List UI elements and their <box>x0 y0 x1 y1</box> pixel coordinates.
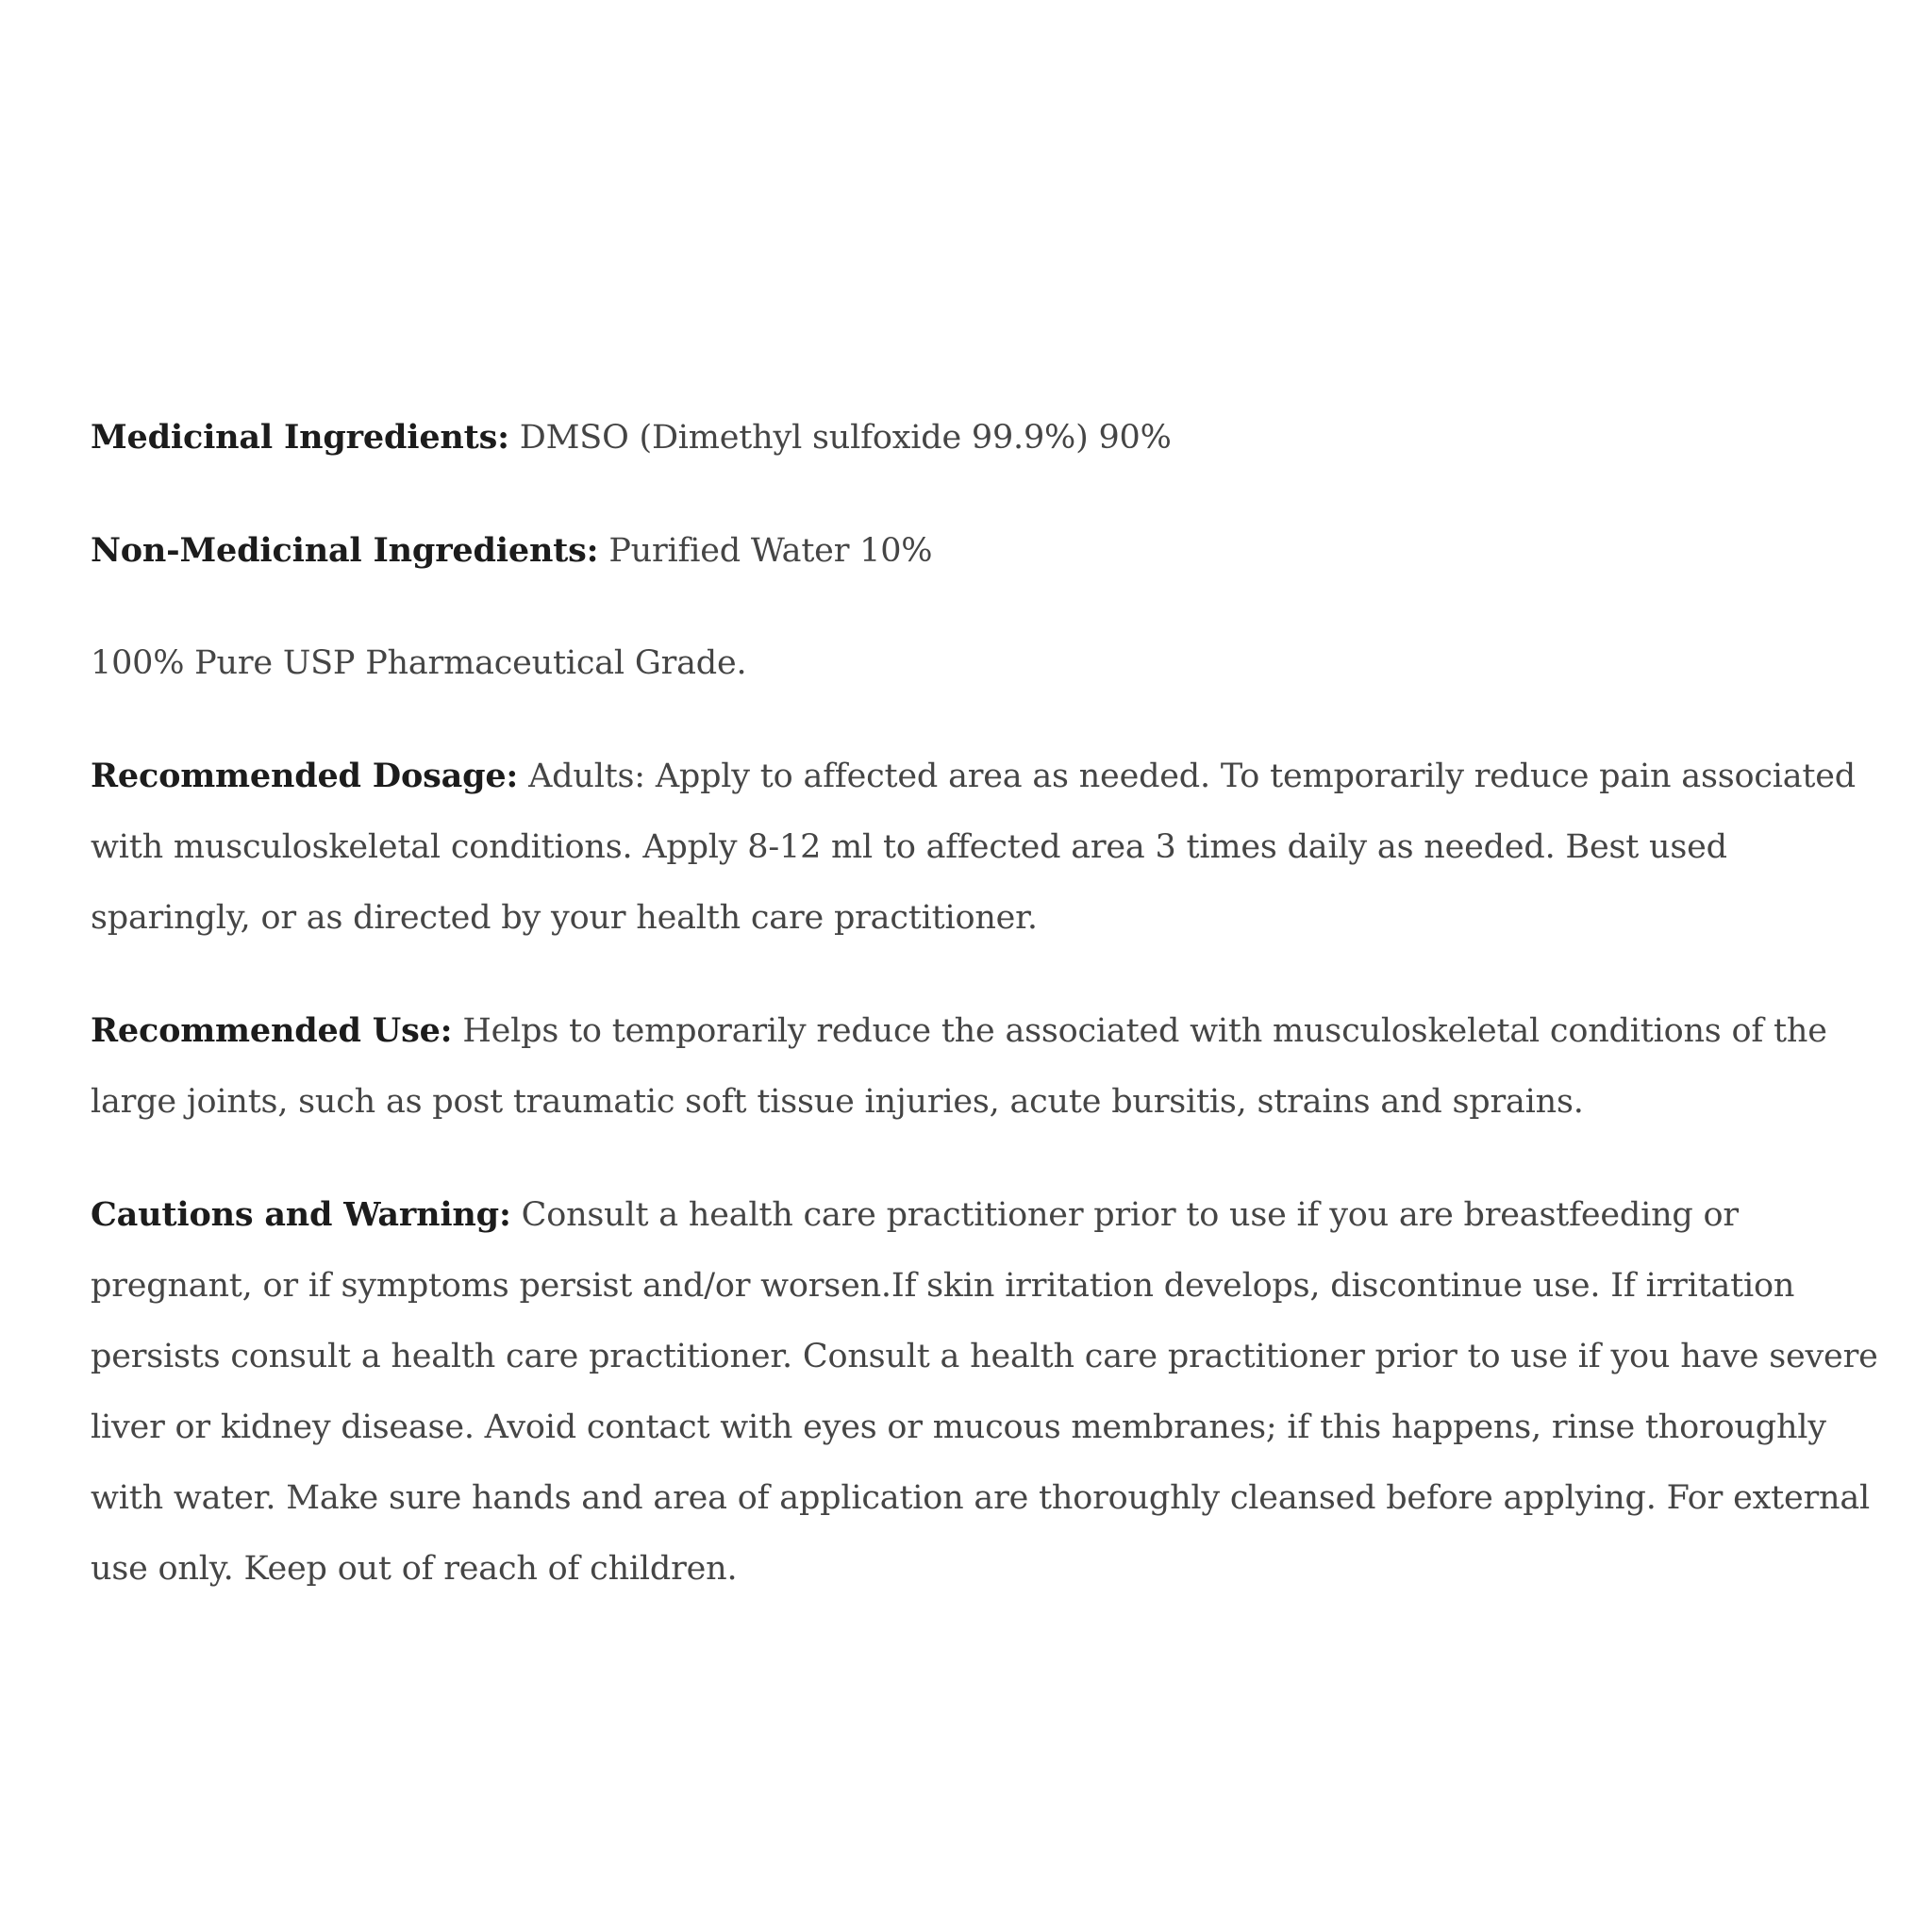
section-text: DMSO (Dimethyl sulfoxide 99.9%) 90% <box>508 419 1172 457</box>
section-label: Non-Medicinal Ingredients: <box>91 531 599 570</box>
section-label: Medicinal Ingredients: <box>91 418 509 457</box>
section-label: Recommended Use: <box>91 1011 453 1050</box>
purity-statement <box>91 628 1883 699</box>
section-text: Helps to temporarily reduce the associated with musculoskeletal conditions of the large joints, such as post traumatic soft tissue injuries, acute bursitis, strains and sprains. <box>91 1012 1827 1121</box>
cautions-and-warning <box>91 1179 1883 1605</box>
non-medicinal-ingredients <box>91 515 1883 587</box>
section-text: 100% Pure USP Pharmaceutical Grade. <box>91 644 747 682</box>
recommended-dosage <box>91 741 1883 954</box>
section-text: Consult a health care practitioner prior to use if you are breastfeeding or pregnant, or if symptoms persist and/or worsen.If skin irritation develops, discontinue use. If irritation persists consult a health care practitioner. Consult a health care practitioner prior to use if you have severe liver or kidney disease. Avoid contact with eyes or mucous membranes; if this happens, rinse thoroughly with water. Make sure hands and area of application are thoroughly cleansed before applying. For external use only. Keep out of reach of children. <box>91 1196 1878 1588</box>
section-label: Cautions and Warning: <box>91 1195 511 1234</box>
section-label: Recommended Dosage: <box>91 757 519 795</box>
product-info <box>91 402 1883 1646</box>
section-text: Purified Water 10% <box>598 532 933 570</box>
medicinal-ingredients <box>91 402 1883 474</box>
section-text: Adults: Apply to affected area as needed. To temporarily reduce pain associated with musculoskeletal conditions. Apply 8-12 ml to affected area 3 times daily as needed. Best used sparingly, or as directed by your health care practitioner. <box>91 758 1857 937</box>
recommended-use <box>91 995 1883 1138</box>
